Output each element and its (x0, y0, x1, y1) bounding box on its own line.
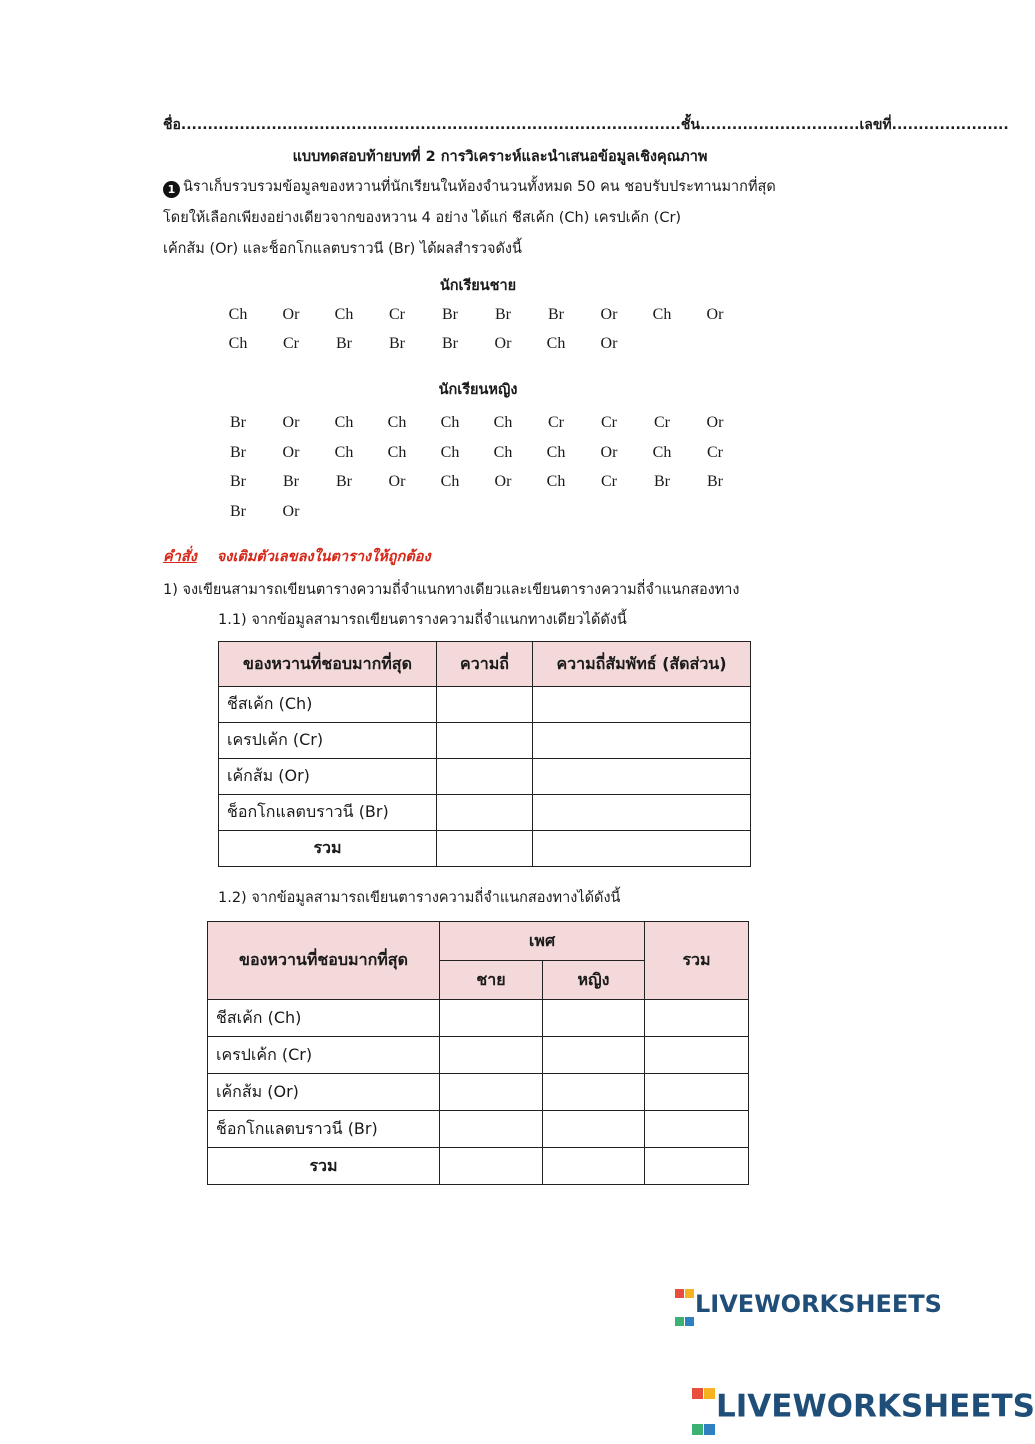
t2-header-gender: เพศ (440, 922, 645, 961)
data-code: Ch (387, 414, 407, 431)
data-code: Ch (546, 335, 566, 352)
data-code: Ch (652, 443, 672, 461)
data-code: Or (600, 335, 618, 352)
intro-text-3: เค้กส้ม (Or) และช็อกโกแลตบราวนี (Br) ได้ผลสำรวจดังนี้ (163, 241, 522, 257)
data-code: Or (494, 335, 512, 352)
table-row (219, 759, 751, 795)
data-code: Br (389, 335, 405, 352)
t2-total-input[interactable] (645, 1037, 749, 1074)
t1-total-relative-input[interactable] (533, 831, 751, 867)
t2-header-male: ชาย (440, 961, 543, 1000)
number-label: เลขที่ (859, 117, 892, 133)
table-row (219, 795, 751, 831)
class-label: ชั้น (680, 117, 700, 133)
t2-grand-total-input[interactable] (645, 1148, 749, 1185)
t2-male-input[interactable] (440, 1037, 543, 1074)
t1-relative-input[interactable] (533, 759, 751, 795)
page-title: แบบทดสอบท้ายบทที่ 2 การวิเคราะห์และนำเสนอข้อมูลเชิงคุณภาพ (292, 149, 708, 165)
data-code: Or (282, 443, 300, 461)
data-code: Ch (228, 306, 248, 323)
data-code: Or (706, 414, 724, 431)
t1-total-label: รวม (219, 831, 437, 867)
data-code: Br (283, 473, 299, 490)
instruction-label: คำสั่ง (163, 549, 197, 565)
t2-row-label: ชีสเค้ก (Ch) (208, 1000, 440, 1037)
data-code: Br (442, 306, 458, 323)
data-code: Ch (546, 443, 566, 461)
data-code: Br (230, 473, 246, 490)
data-code: Or (494, 473, 512, 490)
t2-female-input[interactable] (543, 1111, 645, 1148)
student-info-line (163, 114, 1009, 136)
t2-female-input[interactable] (543, 1074, 645, 1111)
data-code: Ch (228, 335, 248, 352)
t1-row-label: ช็อกโกแลตบราวนี (Br) (219, 795, 437, 831)
data-code: Cr (548, 414, 564, 431)
data-code: Or (600, 443, 618, 461)
t2-total-female-input[interactable] (543, 1148, 645, 1185)
data-code: Br (548, 306, 564, 323)
data-code: Br (230, 414, 246, 431)
t2-male-input[interactable] (440, 1111, 543, 1148)
liveworksheets-footer-logo (692, 1372, 1035, 1444)
data-code: Ch (440, 414, 460, 431)
two-way-frequency-table (207, 921, 749, 1185)
data-code: Br (336, 335, 352, 352)
t1-total-frequency-input[interactable] (437, 831, 533, 867)
t2-header-total: รวม (645, 922, 749, 1000)
data-code: Br (495, 306, 511, 323)
data-code: Or (600, 306, 618, 323)
data-code: Br (230, 443, 246, 461)
data-code: Ch (546, 473, 566, 490)
t1-row-label: เครปเค้ก (Cr) (219, 723, 437, 759)
data-code: Ch (440, 473, 460, 490)
t2-header-female: หญิง (543, 961, 645, 1000)
t2-female-input[interactable] (543, 1000, 645, 1037)
t1-row-label: ชีสเค้ก (Ch) (219, 687, 437, 723)
name-label: ชื่อ (163, 117, 181, 133)
table-row (219, 831, 751, 867)
data-code: Ch (652, 306, 672, 323)
t2-total-male-input[interactable] (440, 1148, 543, 1185)
data-code: Cr (283, 335, 299, 352)
question-1: 1) จงเขียนสามารถเขียนตารางความถี่จำแนกทางเดียวและเขียนตารางความถี่จำแนกสองทาง (163, 582, 740, 598)
t2-total-input[interactable] (645, 1111, 749, 1148)
data-code: Br (230, 502, 246, 520)
table-row (208, 1148, 749, 1185)
data-code: Or (282, 502, 300, 520)
female-group-title: นักเรียนหญิง (438, 382, 518, 398)
instruction-text: จงเติมตัวเลขลงในตารางให้ถูกต้อง (216, 549, 431, 565)
intro-line-1 (163, 175, 776, 198)
data-code: Br (654, 473, 670, 490)
data-code: Cr (707, 443, 723, 461)
t1-header-relative: ความถี่สัมพัทธ์ (สัดส่วน) (533, 642, 751, 687)
data-code: Or (282, 414, 300, 431)
data-code: Ch (493, 414, 513, 431)
liveworksheets-logo (675, 1277, 942, 1333)
t2-row-label: ช็อกโกแลตบราวนี (Br) (208, 1111, 440, 1148)
data-code: Ch (334, 414, 354, 431)
liveworksheets-mark-icon (675, 1277, 695, 1333)
question-1-1: 1.1) จากข้อมูลสามารถเขียนตารางความถี่จำแนกทางเดียวได้ดังนี้ (218, 612, 627, 628)
data-code: Or (282, 306, 300, 323)
t1-relative-input[interactable] (533, 723, 751, 759)
data-code: Or (388, 473, 406, 490)
t2-male-input[interactable] (440, 1000, 543, 1037)
table-row (208, 1074, 749, 1111)
t2-row-label: เครปเค้ก (Cr) (208, 1037, 440, 1074)
data-code: Br (442, 335, 458, 352)
table-row (208, 1037, 749, 1074)
intro-text-2: โดยให้เลือกเพียงอย่างเดียวจากของหวาน 4 อย่าง ได้แก่ ชีสเค้ก (Ch) เครปเค้ก (Cr) (163, 210, 682, 226)
t1-row-label: เค้กส้ม (Or) (219, 759, 437, 795)
data-code: Ch (334, 443, 354, 461)
data-code: Ch (334, 306, 354, 323)
one-way-frequency-table (218, 641, 751, 867)
table-row (208, 1000, 749, 1037)
t1-frequency-input[interactable] (437, 687, 533, 723)
intro-text-1: นิราเก็บรวบรวมข้อมูลของหวานที่นักเรียนในห้องจำนวนทั้งหมด 50 คน ชอบรับประทานมากที่สุด (183, 179, 776, 195)
t2-row-label: เค้กส้ม (Or) (208, 1074, 440, 1111)
t2-male-input[interactable] (440, 1074, 543, 1111)
t2-total-input[interactable] (645, 1000, 749, 1037)
t1-relative-input[interactable] (533, 795, 751, 831)
data-code: Cr (389, 306, 405, 323)
name-field[interactable]: .............................................................................................. (180, 117, 681, 133)
data-code: Cr (601, 473, 617, 490)
t1-frequency-input[interactable] (437, 723, 533, 759)
instruction (163, 545, 431, 568)
data-code: Ch (440, 443, 460, 461)
t1-header-frequency: ความถี่ (437, 642, 533, 687)
male-group-title: นักเรียนชาย (439, 278, 517, 294)
class-field[interactable]: .............................. (699, 117, 860, 133)
t2-total-label: รวม (208, 1148, 440, 1185)
t1-relative-input[interactable] (533, 687, 751, 723)
question-1-2: 1.2) จากข้อมูลสามารถเขียนตารางความถี่จำแนกสองทางได้ดังนี้ (218, 890, 621, 906)
table-row (219, 723, 751, 759)
data-code: Cr (654, 414, 670, 431)
number-field[interactable]: ...................... (891, 117, 1009, 133)
t2-header-item: ของหวานที่ชอบมากที่สุด (208, 922, 440, 1000)
data-code: Br (707, 473, 723, 490)
data-code: Cr (601, 414, 617, 431)
t1-header-item: ของหวานที่ชอบมากที่สุด (219, 642, 437, 687)
table-row (219, 687, 751, 723)
footer-logo-text: LIVEWORKSHEETS (716, 1388, 1035, 1425)
data-code: Br (336, 473, 352, 490)
data-code: Ch (493, 443, 513, 461)
logo-text: LIVEWORKSHEETS (695, 1290, 942, 1318)
t2-total-input[interactable] (645, 1074, 749, 1111)
t1-frequency-input[interactable] (437, 795, 533, 831)
t2-female-input[interactable] (543, 1037, 645, 1074)
data-code: Or (706, 306, 724, 323)
t1-frequency-input[interactable] (437, 759, 533, 795)
number-bullet-icon: 1 (163, 181, 180, 198)
table-row (208, 1111, 749, 1148)
liveworksheets-mark-icon (692, 1372, 716, 1444)
data-code: Ch (387, 443, 407, 461)
